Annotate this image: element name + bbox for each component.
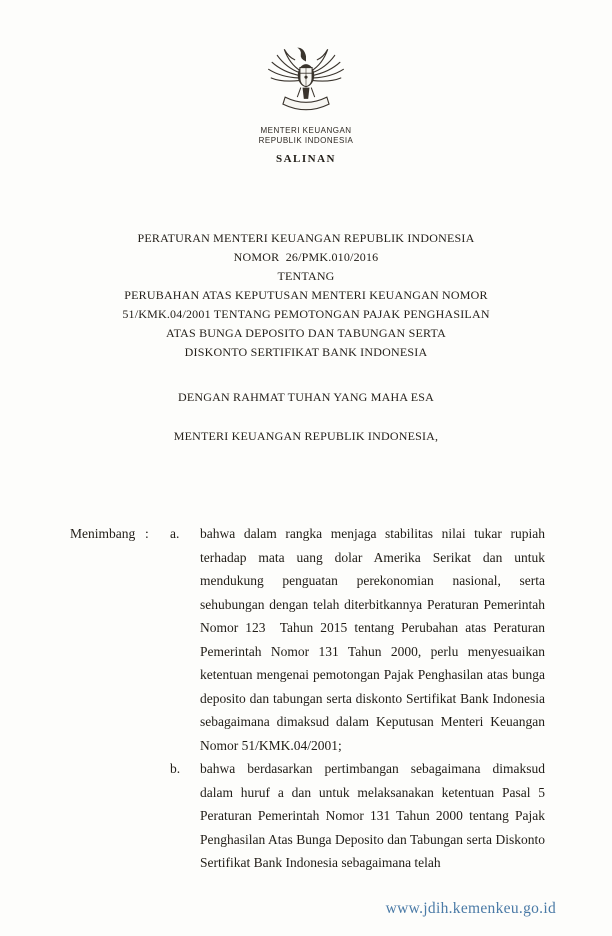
title-line-5: 51/KMK.04/2001 TENTANG PEMOTONGAN PAJAK PENGHASILAN <box>122 307 490 321</box>
letterhead <box>0 0 612 165</box>
title-line-7: DISKONTO SERTIFIKAT BANK INDONESIA <box>184 345 428 359</box>
title-line-2: NOMOR 26/PMK.010/2016 <box>233 250 379 264</box>
footer-jdih-link[interactable]: www.jdih.kemenkeu.go.id <box>385 900 556 917</box>
menimbang-label: Menimbang <box>70 526 136 541</box>
regulation-title <box>0 229 612 362</box>
authority-line: MENTERI KEUANGAN REPUBLIK INDONESIA, <box>173 429 439 443</box>
item-marker-a: a. <box>170 526 180 541</box>
ministry-country: REPUBLIK INDONESIA <box>258 136 354 145</box>
salinan-label: SALINAN <box>275 153 336 165</box>
invocation-line: DENGAN RAHMAT TUHAN YANG MAHA ESA <box>177 390 435 404</box>
title-line-3: TENTANG <box>277 269 335 283</box>
ministry-name: MENTERI KEUANGAN <box>260 126 352 135</box>
item-text-a: bahwa dalam rangka menjaga stabilitas nilai tukar rupiah terhadap mata uang dolar Amerika Serikat dan untuk mendukung penguatan perekonomian nasional, serta sehubungan dengan telah diterbitkannya Peraturan Pemerintah Nomor 123 Tahun 2015 tentang Perubahan atas Peraturan Pemerintah Nomor 131 Tahun 2000, perlu menyesuaikan ketentuan mengenai pemotongan Pajak Penghasilan atas bunga deposito dan tabungan serta diskonto Sertifikat Bank Indonesia sebagaimana dimaksud dalam Keputusan Menteri Keuangan Nomor 51/KMK.04/2001; <box>200 526 545 753</box>
considerations-section <box>0 522 612 875</box>
menimbang-colon: : <box>145 526 149 541</box>
title-line-6: ATAS BUNGA DEPOSITO DAN TABUNGAN SERTA <box>166 326 446 340</box>
garuda-pancasila-emblem-icon <box>262 38 350 118</box>
title-line-1: PERATURAN MENTERI KEUANGAN REPUBLIK INDONESIA <box>137 231 475 245</box>
item-marker-b: b. <box>170 761 181 776</box>
consideration-item-b <box>170 757 545 875</box>
title-line-4: PERUBAHAN ATAS KEPUTUSAN MENTERI KEUANGAN NOMOR <box>124 288 488 302</box>
consideration-item-a <box>170 522 545 757</box>
item-text-b: bahwa berdasarkan pertimbangan sebagaimana dimaksud dalam huruf a dan untuk melaksanakan ketentuan Pasal 5 Peraturan Pemerintah Nomor 131 Tahun 2000 tentang Pajak Penghasilan Atas Bunga Deposito dan Tabungan serta Diskonto Sertifikat Bank Indonesia sebagaimana telah <box>200 761 545 870</box>
